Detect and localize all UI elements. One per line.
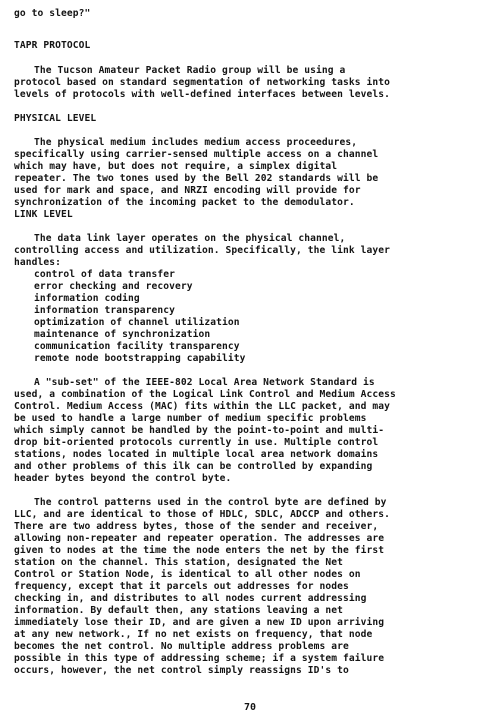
list-item: information transparency [34, 305, 176, 316]
text-line: checking in, and distributes to all nodes current addressing [14, 593, 367, 604]
text-line: The Tucson Amateur Packet Radio group will be using a [34, 65, 346, 76]
text-line: Control or Station Node, is identical to all other nodes on [14, 569, 361, 580]
text-line: given to nodes at the time the node enters the net by the first [14, 545, 385, 556]
text-line: repeater. The two tones used by the Bell 202 standards will be [14, 173, 379, 184]
list-item: control of data transfer [34, 269, 176, 280]
text-line: A "sub-set" of the IEEE-802 Local Area Network Standard is [34, 377, 375, 388]
page-number: 70 [243, 702, 257, 713]
text-line: header bytes beyond the control byte. [14, 473, 232, 484]
text-line: which simply cannot be handled by the point-to-point and multi- [14, 425, 385, 436]
text-line: stations, nodes located in multiple local area network domains [14, 449, 379, 460]
text-line: specifically using carrier-sensed multiple access on a channel [14, 149, 379, 160]
text-line: protocol based on standard segmentation of networking tasks into [14, 77, 391, 88]
text-line: and other problems of this ilk can be controlled by expanding [14, 461, 373, 472]
text-line: at any new network., If no net exists on frequency, that node [14, 629, 373, 640]
text-line: immediately lose their ID, and are given a new ID upon arriving [14, 617, 385, 628]
text-line: drop bit-oriented protocols currently in use. Multiple control [14, 437, 379, 448]
text-line: frequency, except that it parcels out addresses for nodes [14, 581, 349, 592]
text-line: synchronization of the incoming packet to the demodulator. [14, 197, 355, 208]
section-heading: PHYSICAL LEVEL [14, 113, 97, 124]
text-line: LLC, and are identical to those of HDLC, SDLC, ADCCP and others. [14, 509, 391, 520]
section-heading: LINK LEVEL [14, 209, 73, 220]
text-line: used for mark and space, and NRZI encoding will provide for [14, 185, 361, 196]
text-line: The physical medium includes medium access proceedures, [34, 137, 358, 148]
text-line: occurs, however, the net control simply reassigns ID's to [14, 665, 349, 676]
text-line: which may have, but does not require, a simplex digital [14, 161, 338, 172]
text-line: information. By default then, any stations leaving a net [14, 605, 344, 616]
text-line: There are two address bytes, those of the sender and receiver, [14, 521, 379, 532]
list-item: information coding [34, 293, 140, 304]
text-line: be used to handle a large number of medium specific problems [14, 413, 367, 424]
text-line: go to sleep?" [14, 8, 91, 19]
text-line: The data link layer operates on the physical channel, [34, 233, 346, 244]
list-item: error checking and recovery [34, 281, 193, 292]
text-line: allowing non-repeater and repeater operation. The addresses are [14, 533, 385, 544]
list-item: remote node bootstrapping capability [34, 353, 246, 364]
list-item: communication facility transparency [34, 341, 240, 352]
text-line: The control patterns used in the control byte are defined by [34, 497, 387, 508]
list-item: maintenance of synchronization [34, 329, 211, 340]
section-heading: TAPR PROTOCOL [14, 40, 91, 51]
text-line: station on the channel. This station, designated the Net [14, 557, 344, 568]
text-line: levels of protocols with well-defined interfaces between levels. [14, 89, 391, 100]
text-line: becomes the net control. No multiple address problems are [14, 641, 349, 652]
text-line: handles: [14, 257, 62, 268]
text-line: Control. Medium Access (MAC) fits within the LLC packet, and may [14, 401, 391, 412]
text-line: controlling access and utilization. Specifically, the link layer [14, 245, 391, 256]
list-item: optimization of channel utilization [34, 317, 240, 328]
text-line: possible in this type of addressing scheme; if a system failure [14, 653, 385, 664]
text-line: used, a combination of the Logical Link Control and Medium Access [14, 389, 396, 400]
